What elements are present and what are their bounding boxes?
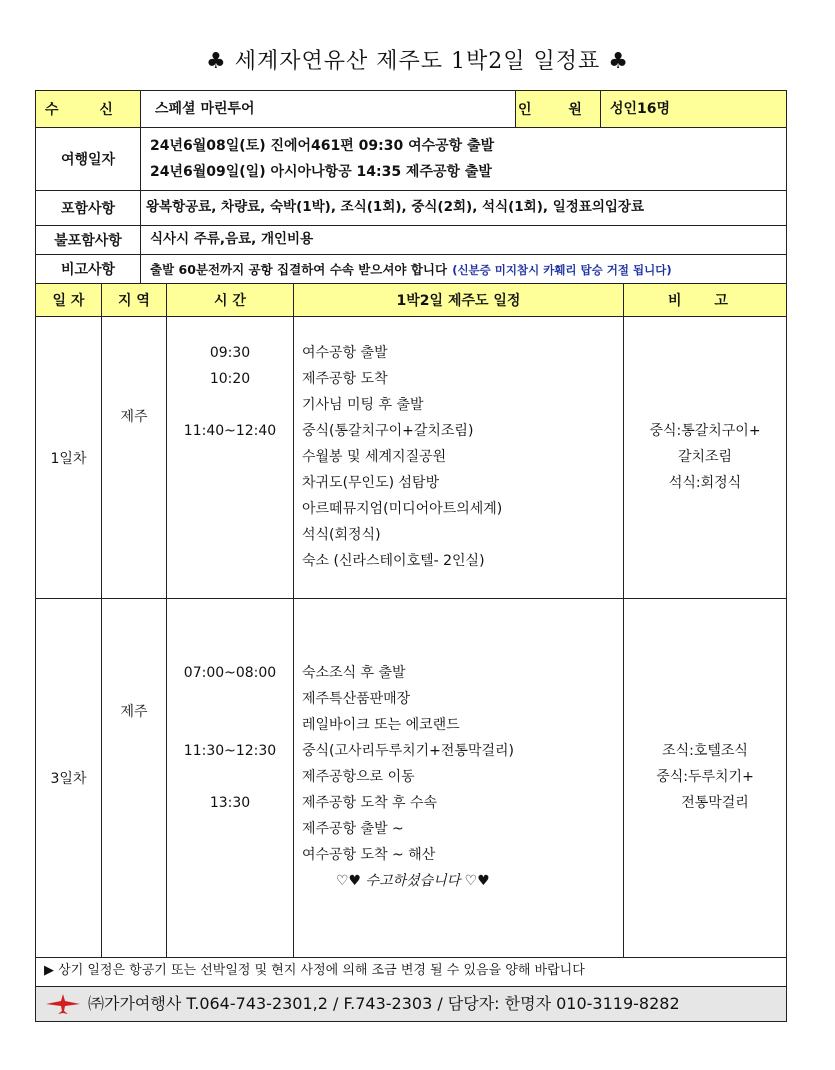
schedule-item: 수월봉 및 세계지질공원 [302, 449, 447, 465]
schedule-item: 중식(통갈치구이+갈치조림) [302, 423, 474, 439]
time-item [167, 712, 293, 738]
day1-times [167, 340, 293, 444]
day3-schedule [302, 660, 622, 894]
dates-line-2: 24년6월09일(일) 아시아나항공 14:35 제주공항 출발 [150, 164, 492, 180]
remarks-label: 비고사항 [60, 261, 116, 278]
schedule-item: 레일바이크 또는 에코랜드 [302, 717, 460, 733]
schedule-item: 제주공항으로 이동 [302, 769, 415, 785]
schedule-item: 기사님 미팅 후 출발 [302, 397, 424, 413]
col-time: 시 간 [214, 293, 246, 309]
day3-label: 3일차 [50, 771, 87, 787]
schedule-item: 제주공항 도착 [302, 371, 388, 387]
day3-notes [624, 738, 786, 816]
schedule-item: 숙소 (신라스테이호텔- 2인실) [302, 553, 485, 569]
schedule-item: 숙소조식 후 출발 [302, 665, 406, 681]
schedule-item: 아르떼뮤지엄(미디어아트의세계) [302, 501, 503, 517]
closing-message: ♡♥ 수고하셨습니다 ♡♥ [336, 873, 490, 889]
col-schedule: 1박2일 제주도 일정 [396, 293, 521, 309]
day3-region: 제주 [120, 704, 148, 720]
time-item [167, 392, 293, 418]
time-item [167, 686, 293, 712]
footer-notice-text: ▶ 상기 일정은 항공기 또는 선박일정 및 현지 사정에 의해 조금 변경 될 수 있음을 양해 바랍니다 [44, 963, 585, 978]
company-info: ㈜가가여행사 T.064-743-2301,2 / F.743-2303 / 담당자: 한명자 010-3119-8282 [88, 994, 680, 1013]
time-item: 11:40~12:40 [183, 423, 277, 439]
info-block [35, 128, 787, 284]
schedule-item: 차귀도(무인도) 섬탐방 [302, 475, 440, 491]
dates-line-1: 24년6월08일(토) 진에어461편 09:30 여수공항 출발 [150, 138, 495, 154]
time-item: 09:30 [209, 345, 251, 361]
dates-label: 여행일자 [60, 152, 116, 168]
schedule-table [35, 284, 787, 958]
footer-notice [35, 957, 787, 987]
note-item: 석식:회정식 [668, 475, 742, 491]
airplane-icon [44, 992, 82, 1020]
col-day: 일 자 [52, 293, 85, 309]
day3-times [167, 660, 293, 816]
day1-region: 제주 [120, 409, 148, 425]
time-item: 11:30~12:30 [183, 743, 277, 759]
time-item: 13:30 [209, 795, 251, 811]
schedule-item: 중식(고사리두루치기+전통막걸리) [302, 743, 514, 759]
page-title: ♣ 세계자연유산 제주도 1박2일 일정표 ♣ [206, 49, 629, 74]
col-region: 지 역 [118, 293, 150, 309]
excluded-label: 불포함사항 [54, 232, 122, 249]
col-note: 비 고 [668, 293, 742, 309]
time-item [167, 764, 293, 790]
excluded-value: 식사시 주류,음료, 개인비용 [150, 231, 314, 247]
included-value: 왕복항공료, 차량료, 숙박(1박), 조식(1회), 중식(2회), 석식(1회), 일정표의입장료 [146, 199, 645, 215]
schedule-item: 제주특산품판매장 [302, 691, 411, 707]
remarks-content [150, 254, 786, 283]
to-label: 수 신 [36, 91, 140, 127]
note-item: 중식:두루치기+ [656, 769, 754, 785]
header-row [35, 90, 787, 128]
note-item: 갈치조림 [677, 449, 733, 465]
people-label: 인 원 [516, 91, 600, 127]
time-item: 07:00~08:00 [183, 665, 277, 681]
day1-notes [624, 418, 786, 496]
schedule-item: 제주공항 출발 ~ [302, 821, 404, 837]
schedule-item: 여수공항 출발 [302, 345, 388, 361]
time-item: 10:20 [209, 371, 251, 387]
schedule-item: 제주공항 도착 후 수속 [302, 795, 438, 811]
day1-label: 1일차 [50, 451, 87, 467]
note-item: 조식:호텔조식 [662, 743, 748, 759]
to-value: 스페셜 마린투어 [155, 101, 255, 117]
note-item: 중식:통갈치구이+ [649, 423, 761, 439]
remarks-note: (신분증 미지참시 카훼리 탑승 거절 됩니다) [452, 263, 672, 277]
schedule-item: 석식(회정식) [302, 527, 381, 543]
day1-schedule [302, 340, 622, 574]
remarks-value: 출발 60분전까지 공항 집결하여 수속 받으셔야 합니다 [150, 262, 448, 277]
footer-company [35, 986, 787, 1022]
people-value: 성인16명 [600, 91, 786, 127]
schedule-item: 여수공항 도착 ~ 해산 [302, 847, 436, 863]
included-label: 포함사항 [60, 200, 116, 217]
note-item: 전통막걸리 [681, 795, 749, 811]
